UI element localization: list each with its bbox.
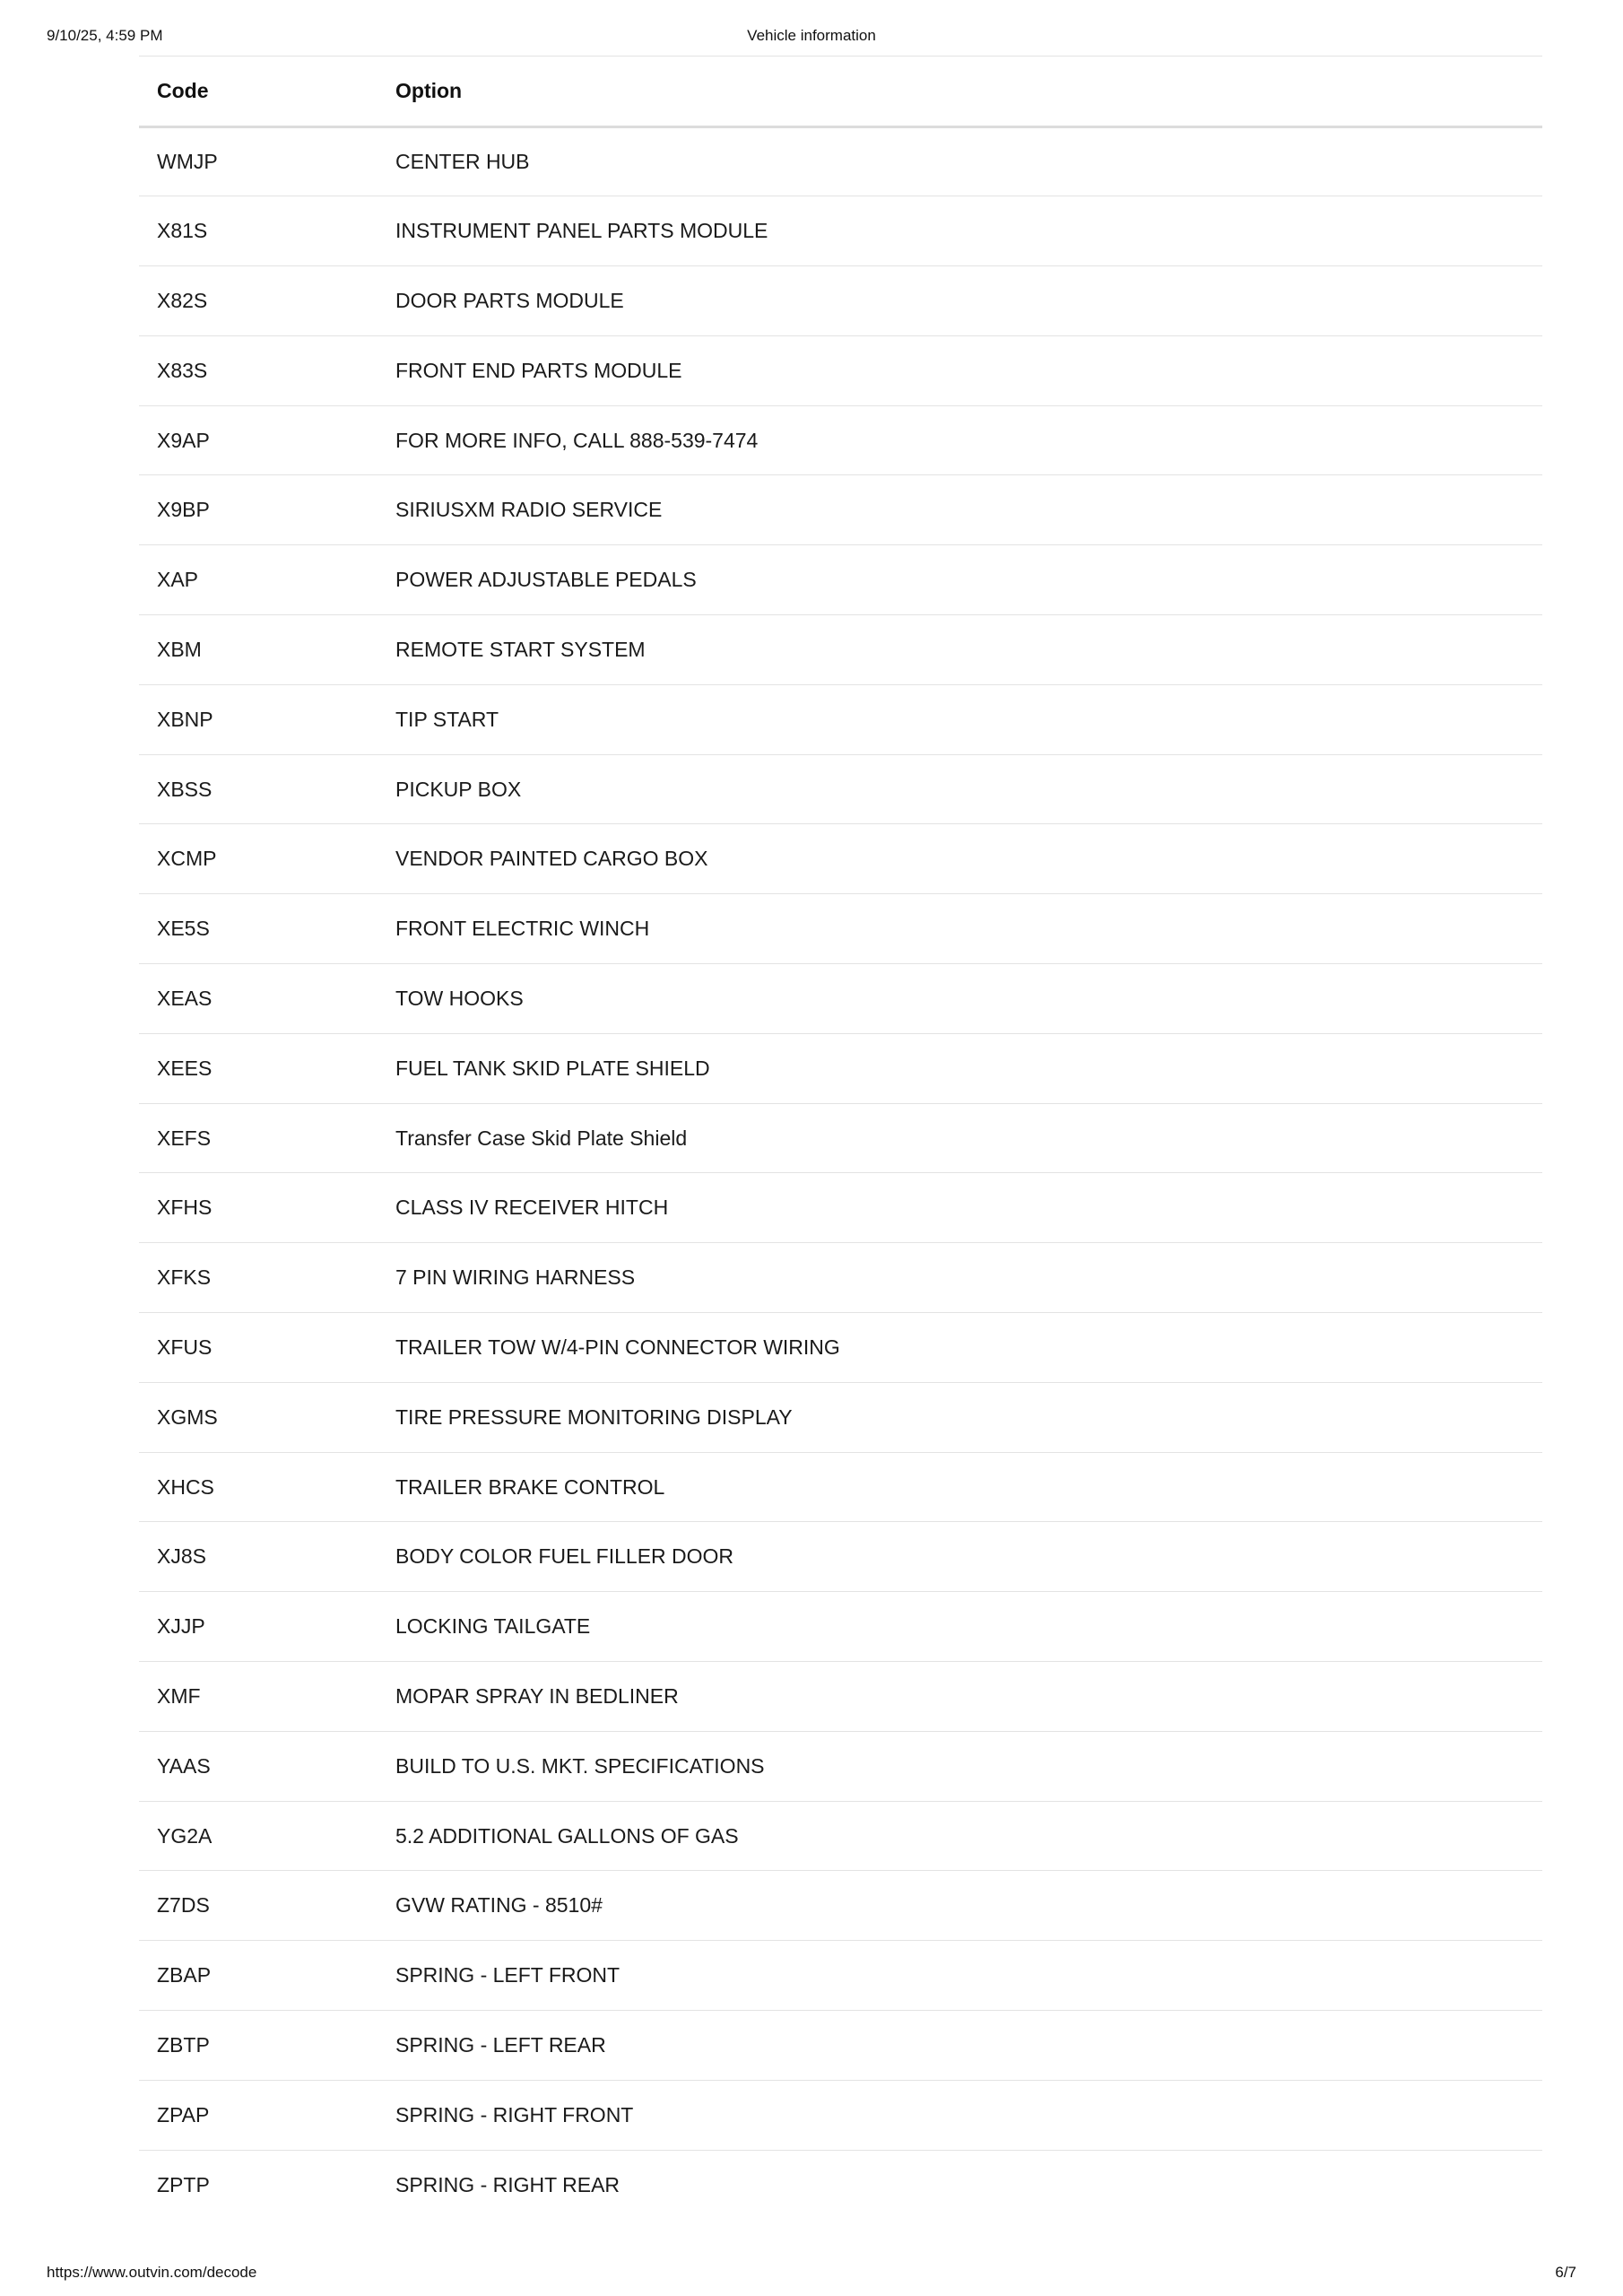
option-description: TOW HOOKS (395, 986, 524, 1010)
option-code: XFUS (157, 1335, 213, 1359)
option-description: BUILD TO U.S. MKT. SPECIFICATIONS (395, 1753, 765, 1778)
option-code: X82S (157, 288, 208, 312)
table-header (139, 57, 1542, 126)
table-row (139, 196, 1542, 266)
print-datetime: 9/10/25, 4:59 PM (47, 27, 163, 44)
table-row (139, 964, 1542, 1034)
table-row (139, 1592, 1542, 1662)
option-code: X9BP (157, 498, 210, 522)
table-row (139, 1452, 1542, 1522)
options-table (139, 57, 1542, 2220)
table-row (139, 1941, 1542, 2011)
option-description: FRONT END PARTS MODULE (395, 358, 682, 382)
option-code: X83S (157, 358, 208, 382)
table-row (139, 126, 1542, 196)
table-row (139, 266, 1542, 336)
option-description: INSTRUMENT PANEL PARTS MODULE (395, 219, 768, 243)
option-description: 7 PIN WIRING HARNESS (395, 1265, 636, 1290)
option-code: Z7DS (157, 1893, 210, 1918)
option-code: WMJP (157, 149, 218, 173)
option-code: XEFS (157, 1126, 212, 1150)
page-number: 6/7 (1555, 2264, 1576, 2281)
option-description: SPRING - RIGHT FRONT (395, 2102, 634, 2126)
option-description: FOR MORE INFO, CALL 888-539-7474 (395, 428, 759, 452)
option-code: ZPAP (157, 2102, 210, 2126)
option-code: XHCS (157, 1474, 214, 1499)
table-row (139, 2011, 1542, 2081)
option-description: PICKUP BOX (395, 777, 522, 801)
option-code: ZPTP (157, 2172, 210, 2196)
table-row (139, 1662, 1542, 1732)
option-code: XBM (157, 637, 202, 661)
table-row (139, 684, 1542, 754)
option-code: XBNP (157, 707, 213, 731)
table-header-row (139, 57, 1542, 126)
option-code: XFHS (157, 1196, 213, 1220)
table-row (139, 824, 1542, 894)
table-row (139, 1871, 1542, 1941)
option-description: POWER ADJUSTABLE PEDALS (395, 568, 697, 592)
option-description: TRAILER TOW W/4-PIN CONNECTOR WIRING (395, 1335, 840, 1359)
option-description: TIRE PRESSURE MONITORING DISPLAY (395, 1405, 793, 1429)
table-row (139, 1033, 1542, 1103)
option-code: YG2A (157, 1823, 213, 1848)
option-code: ZBAP (157, 1963, 212, 1987)
options-table-container (139, 56, 1542, 2220)
option-description: FUEL TANK SKID PLATE SHIELD (395, 1056, 710, 1080)
table-row (139, 1731, 1542, 1801)
option-code: XMF (157, 1683, 201, 1708)
option-code: ZBTP (157, 2032, 210, 2057)
table-row (139, 2080, 1542, 2150)
option-code: XJ8S (157, 1544, 206, 1569)
option-description: 5.2 ADDITIONAL GALLONS OF GAS (395, 1823, 739, 1848)
option-code: XAP (157, 568, 199, 592)
option-description: CLASS IV RECEIVER HITCH (395, 1196, 669, 1220)
page-url: https://www.outvin.com/decode (47, 2264, 257, 2281)
column-header-option: Option (395, 78, 463, 102)
table-row (139, 1243, 1542, 1313)
option-code: XFKS (157, 1265, 212, 1290)
option-description: SPRING - RIGHT REAR (395, 2172, 621, 2196)
option-description: VENDOR PAINTED CARGO BOX (395, 847, 708, 871)
option-description: CENTER HUB (395, 149, 530, 173)
table-row (139, 405, 1542, 475)
print-footer (47, 2264, 1576, 2285)
option-code: XEES (157, 1056, 213, 1080)
option-description: SIRIUSXM RADIO SERVICE (395, 498, 663, 522)
option-code: XEAS (157, 986, 213, 1010)
option-description: TIP START (395, 707, 499, 731)
option-description: FRONT ELECTRIC WINCH (395, 917, 650, 941)
table-row (139, 1522, 1542, 1592)
option-code: YAAS (157, 1753, 211, 1778)
option-description: Transfer Case Skid Plate Shield (395, 1126, 688, 1150)
option-code: XBSS (157, 777, 213, 801)
table-row (139, 1313, 1542, 1383)
option-description: SPRING - LEFT FRONT (395, 1963, 621, 1987)
option-description: TRAILER BRAKE CONTROL (395, 1474, 665, 1499)
option-description: LOCKING TAILGATE (395, 1614, 591, 1639)
option-code: XGMS (157, 1405, 218, 1429)
option-code: X81S (157, 219, 208, 243)
column-header-code: Code (157, 78, 209, 102)
option-description: MOPAR SPRAY IN BEDLINER (395, 1683, 679, 1708)
table-row (139, 475, 1542, 545)
option-code: X9AP (157, 428, 210, 452)
option-code: XJJP (157, 1614, 205, 1639)
table-row (139, 1801, 1542, 1871)
option-description: GVW RATING - 8510# (395, 1893, 603, 1918)
table-row (139, 2150, 1542, 2220)
print-header (47, 27, 1576, 48)
table-row (139, 754, 1542, 824)
option-description: DOOR PARTS MODULE (395, 288, 624, 312)
option-description: SPRING - LEFT REAR (395, 2032, 606, 2057)
table-row (139, 615, 1542, 685)
table-row (139, 1103, 1542, 1173)
page-title: Vehicle information (747, 27, 876, 44)
table-row (139, 1382, 1542, 1452)
option-description: REMOTE START SYSTEM (395, 637, 646, 661)
table-row (139, 335, 1542, 405)
option-code: XE5S (157, 917, 210, 941)
table-row (139, 894, 1542, 964)
table-row (139, 545, 1542, 615)
option-code: XCMP (157, 847, 217, 871)
table-body (139, 126, 1542, 2220)
table-row (139, 1173, 1542, 1243)
option-description: BODY COLOR FUEL FILLER DOOR (395, 1544, 734, 1569)
